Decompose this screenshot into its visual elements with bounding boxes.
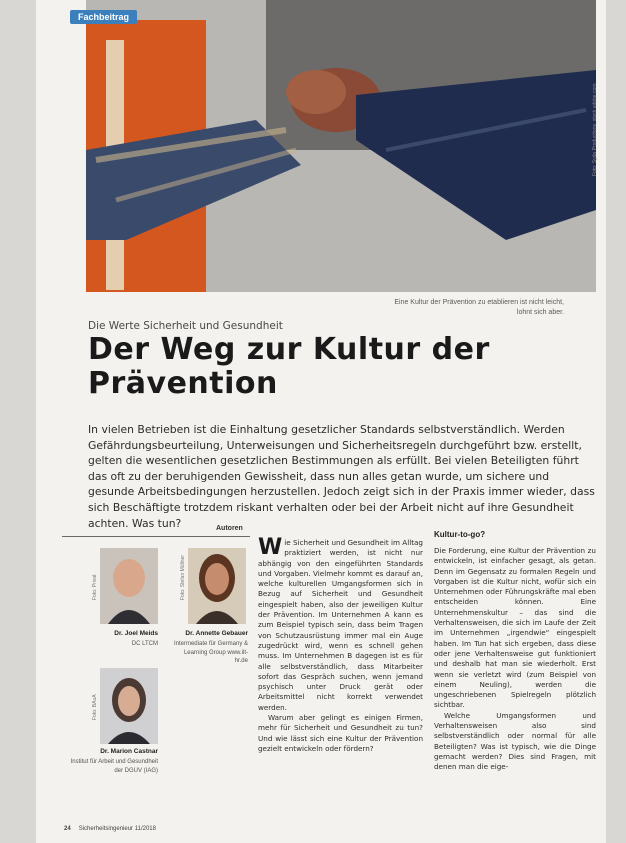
magazine-issue: Sicherheitsingenieur 11/2018	[78, 826, 156, 832]
article-title: Der Weg zur Kultur der Prävention	[88, 332, 490, 401]
author-portrait-1	[100, 548, 158, 624]
article-lead: In vielen Betrieben ist die Einhaltung gesetzlicher Standards selbstverständlich. Werden Gefährdungsbeurteilung, Unterweisungen und Sicherheitsregeln durchgeführt bzw. erstellt, gelten die wesentlichen gesetzlichen Bestimmungen als erfüllt. Bei vielen Beteiligten führt das oft zu der beruhigenden Gewissheit, dass nun alles getan wurde, um sichere und gesunde Arbeitsbedingungen herzustellen. Jedoch zeigt sich in der Praxis immer wieder, dass sich Beschäftigte trotzdem riskant verhalten oder bei der Arbeit nicht auf ihre Gesundheit achten. Was tun?	[88, 423, 595, 530]
photo-credit: Foto: Syda Productions, stock.adobe.com	[592, 83, 598, 176]
author-name-2: Dr. Annette Gebauer	[185, 630, 248, 637]
body-column-1	[258, 535, 423, 754]
page-footer	[64, 826, 156, 832]
author-photo-credit-2: Foto: Stefan Müllner	[180, 554, 186, 600]
page-number: 24	[64, 826, 71, 832]
author-org-1: DC LTCM	[131, 641, 158, 647]
body-column-2	[434, 546, 596, 773]
body-column-2-text: Die Forderung, eine Kultur der Prävention zu entwickeln, ist einfacher gesagt, als getan. Denn im Gegensatz zu formalen Regeln und Vorgaben ist die Kultur nicht, wofür sich ein Unternehmen oder Führungskräfte mal eben entscheiden können. Eine Unternehmenskultur – das sind die Verhaltensweisen, die sich im Laufe der Zeit im Unternehmen „irgendwie“ eingespielt haben. Im Tun hat sich ergeben, dass diese oder jene Verhaltensweise gut funktioniert und deshalb hat man sie wiederholt. Erst wenn sie verletzt wird (zum Beispiel von einem Neuling), werden die ungeschriebenen Spielregeln plötzlich sichtbar.	[434, 546, 596, 710]
author-photo-credit-1: Foto: Privat	[92, 574, 98, 600]
body-column-2-text-2: Welche Umgangsformen und Verhaltensweisen also sind selbstverständlich oder normal für alle Beteiligten? Was ist typisch, wie die Dinge gemacht werden? Dies sind Fragen, mit denen man die eige-	[434, 710, 596, 772]
author-org-3: Institut für Arbeit und Gesundheit der DGUV (IAG)	[70, 759, 158, 774]
photo-caption: Eine Kultur der Prävention zu etablieren ist nicht leicht, lohnt sich aber.	[394, 299, 564, 316]
handshake-illustration	[86, 0, 596, 292]
author-org-2: Intermediate für Germany & Learning Group www.ilt-hr.de	[173, 641, 248, 664]
article-kicker: Die Werte Sicherheit und Gesundheit	[88, 320, 283, 332]
author-portrait-2	[188, 548, 246, 624]
handshake-photo	[86, 0, 596, 292]
column-subhead: Kultur-to-go?	[434, 530, 486, 539]
dropcap-letter: W	[258, 535, 283, 560]
author-photo-credit-3: Foto: BAuA	[92, 694, 98, 720]
body-column-1-text-2: Warum aber gelingt es einigen Firmen, mehr für Sicherheit und Gesundheit zu tun? Und wie lässt sich eine Kultur der Prävention gezielt entwickeln oder fördern?	[258, 713, 423, 753]
section-tag: Fachbeitrag	[70, 10, 137, 24]
author-portrait-3	[100, 668, 158, 744]
author-name-3: Dr. Marion Castnar	[100, 748, 158, 755]
authors-rule	[62, 536, 250, 537]
body-column-1-text: ie Sicherheit und Gesundheit im Alltag praktiziert werden, ist nicht nur abhängig von den eingeführten Standards und Vorgaben. Vielmehr kommt es darauf an, welche kulturellen Umgangsformen sich in Bezug auf Sicherheit und Gesundheit eingespielt haben, also der jeweiligen Kultur der Prävention. Im Unternehmen A kann es zum Beispiel typisch sein, dass beim Tragen von Schutzausrüstung immer mal ein Auge zugedrückt wird, wenn es schnell gehen muss. Im Unternehmen B dagegen ist es für alle selbstverständlich, dass Mitarbeiter sofort das Gespräch suchen, wenn jemand psychisch unter Druck gerät oder Arbeitsmittel nicht korrekt verwendet werden.	[258, 538, 423, 712]
author-name-1: Dr. Joel Meids	[114, 630, 158, 637]
authors-heading: Autoren	[216, 525, 243, 532]
